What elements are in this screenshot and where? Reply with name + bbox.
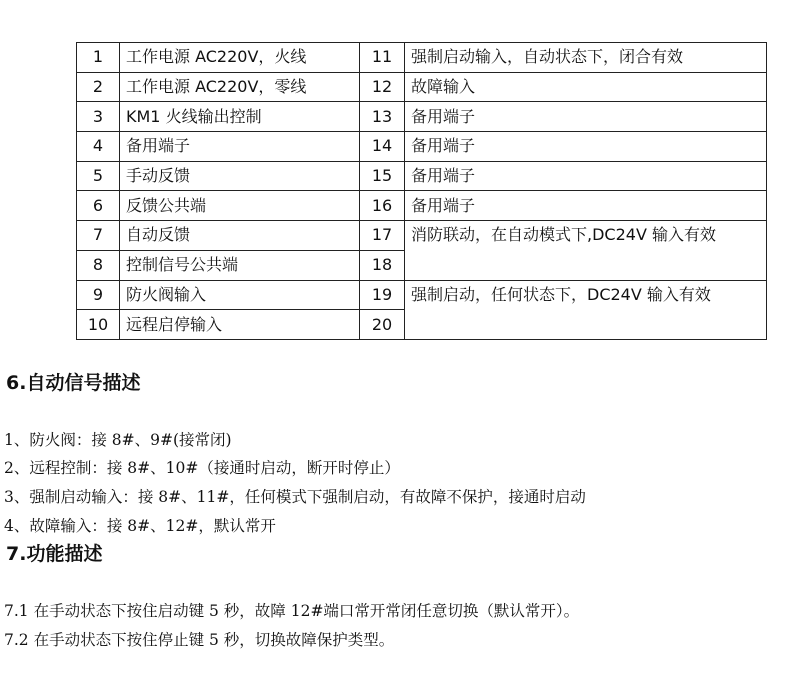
terminal-number: 9 <box>77 280 120 310</box>
terminal-number: 11 <box>360 43 405 73</box>
section-7-line: 7.1 在手动状态下按住启动键 5 秒，故障 12#端口常开常闭任意切换（默认常开）。 <box>4 602 580 620</box>
terminal-number: 18 <box>360 250 405 280</box>
terminal-number: 7 <box>77 221 120 251</box>
terminal-number: 5 <box>77 161 120 191</box>
terminal-description: 强制启动，任何状态下，DC24V 输入有效 <box>405 280 767 339</box>
table-row <box>77 221 767 251</box>
section-6-line: 2、远程控制：接 8#、10#（接通时启动，断开时停止） <box>4 459 400 477</box>
terminal-number: 16 <box>360 191 405 221</box>
section-7-title: 7.功能描述 <box>6 543 103 565</box>
section-6-line: 3、强制启动输入：接 8#、11#，任何模式下强制启动，有故障不保护，接通时启动 <box>4 488 586 506</box>
terminal-description: 工作电源 AC220V，火线 <box>120 43 360 73</box>
terminal-number: 19 <box>360 280 405 310</box>
terminal-description: 强制启动输入，自动状态下，闭合有效 <box>405 43 767 73</box>
section-6-line: 4、故障输入：接 8#、12#，默认常开 <box>4 517 276 535</box>
section-7-line: 7.2 在手动状态下按住停止键 5 秒，切换故障保护类型。 <box>4 631 395 649</box>
table-row <box>77 280 767 310</box>
terminal-table <box>76 42 767 340</box>
terminal-description: 工作电源 AC220V，零线 <box>120 72 360 102</box>
terminal-description: 备用端子 <box>405 132 767 162</box>
terminal-description: 防火阀输入 <box>120 280 360 310</box>
terminal-description: 备用端子 <box>405 191 767 221</box>
terminal-description: 控制信号公共端 <box>120 250 360 280</box>
terminal-description: KM1 火线输出控制 <box>120 102 360 132</box>
terminal-number: 15 <box>360 161 405 191</box>
terminal-number: 4 <box>77 132 120 162</box>
table-row <box>77 132 767 162</box>
section-6-line: 1、防火阀：接 8#、9#(接常闭) <box>4 431 232 449</box>
terminal-number: 12 <box>360 72 405 102</box>
table-row <box>77 161 767 191</box>
terminal-description: 备用端子 <box>120 132 360 162</box>
terminal-number: 10 <box>77 310 120 340</box>
terminal-description: 备用端子 <box>405 102 767 132</box>
table-row <box>77 191 767 221</box>
terminal-number: 14 <box>360 132 405 162</box>
terminal-number: 8 <box>77 250 120 280</box>
terminal-description: 备用端子 <box>405 161 767 191</box>
terminal-description: 反馈公共端 <box>120 191 360 221</box>
terminal-number: 13 <box>360 102 405 132</box>
table-row <box>77 43 767 73</box>
table-row <box>77 102 767 132</box>
terminal-description: 远程启停输入 <box>120 310 360 340</box>
section-6-title: 6.自动信号描述 <box>6 372 141 394</box>
terminal-description: 手动反馈 <box>120 161 360 191</box>
terminal-number: 20 <box>360 310 405 340</box>
terminal-description: 故障输入 <box>405 72 767 102</box>
terminal-number: 6 <box>77 191 120 221</box>
table-row <box>77 72 767 102</box>
terminal-number: 3 <box>77 102 120 132</box>
terminal-number: 1 <box>77 43 120 73</box>
terminal-number: 2 <box>77 72 120 102</box>
terminal-number: 17 <box>360 221 405 251</box>
terminal-description: 自动反馈 <box>120 221 360 251</box>
terminal-description: 消防联动，在自动模式下,DC24V 输入有效 <box>405 221 767 280</box>
